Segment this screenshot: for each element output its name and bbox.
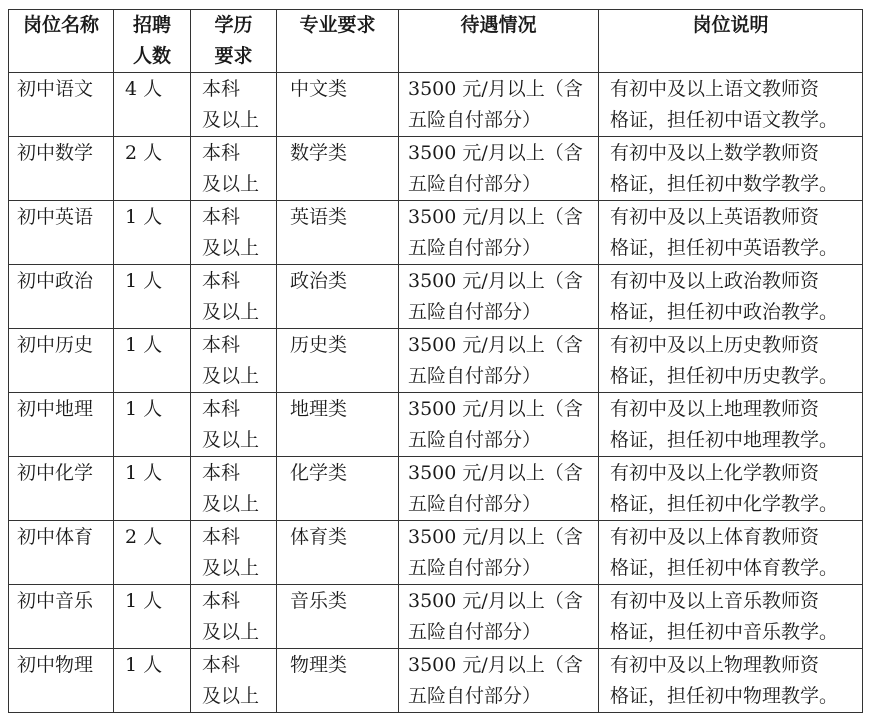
education-text <box>191 73 276 136</box>
cell-education <box>191 521 277 585</box>
cell-description <box>599 393 863 457</box>
cell-description <box>599 457 863 521</box>
cell-description <box>599 201 863 265</box>
cell-position <box>9 521 114 585</box>
education-line-1: 本科 <box>202 334 241 356</box>
pay-line-1: 3500 元/月以上（含 <box>408 270 583 292</box>
pay-line-2: 五险自付部分） <box>408 685 542 707</box>
description-line-2: 格证，担任初中政治教学。 <box>610 301 839 323</box>
table-body <box>9 73 863 713</box>
pay-line-2: 五险自付部分） <box>408 621 542 643</box>
major-text: 英语类 <box>290 206 348 228</box>
cell-count <box>114 73 191 137</box>
pay-line-2: 五险自付部分） <box>408 301 542 323</box>
pay-line-1: 3500 元/月以上（含 <box>408 334 583 356</box>
pay-line-1: 3500 元/月以上（含 <box>408 526 583 548</box>
major-text: 政治类 <box>290 270 348 292</box>
description-line-2: 格证，担任初中历史教学。 <box>610 365 839 387</box>
position-text: 初中英语 <box>17 206 94 228</box>
header-position-line: 岗位名称 <box>22 14 99 36</box>
education-line-1: 本科 <box>202 142 241 164</box>
header-position <box>9 10 114 73</box>
pay-line-1: 3500 元/月以上（含 <box>408 206 583 228</box>
position-text: 初中数学 <box>17 142 94 164</box>
pay-text <box>399 585 598 648</box>
education-line-1: 本科 <box>202 526 241 548</box>
education-text <box>191 585 276 648</box>
recruitment-table-wrapper <box>8 9 863 713</box>
cell-count <box>114 137 191 201</box>
education-text <box>191 137 276 200</box>
education-text <box>191 521 276 584</box>
header-description <box>599 10 863 73</box>
description-line-1: 有初中及以上化学教师资 <box>610 462 820 484</box>
table-row <box>9 329 863 393</box>
cell-education <box>191 201 277 265</box>
cell-pay <box>399 73 599 137</box>
cell-pay <box>399 137 599 201</box>
education-line-1: 本科 <box>202 270 241 292</box>
table-row <box>9 649 863 713</box>
cell-education <box>191 137 277 201</box>
cell-pay <box>399 265 599 329</box>
education-text <box>191 201 276 264</box>
pay-text <box>399 393 598 456</box>
cell-position <box>9 73 114 137</box>
cell-major <box>277 329 399 393</box>
cell-pay <box>399 201 599 265</box>
cell-description <box>599 649 863 713</box>
cell-education <box>191 585 277 649</box>
major-text: 音乐类 <box>290 590 348 612</box>
pay-line-2: 五险自付部分） <box>408 237 542 259</box>
cell-position <box>9 649 114 713</box>
cell-major <box>277 457 399 521</box>
cell-count <box>114 329 191 393</box>
pay-text <box>399 521 598 584</box>
header-pay <box>399 10 599 73</box>
education-line-1: 本科 <box>202 462 241 484</box>
cell-description <box>599 329 863 393</box>
cell-pay <box>399 457 599 521</box>
pay-line-2: 五险自付部分） <box>408 429 542 451</box>
description-line-1: 有初中及以上音乐教师资 <box>610 590 820 612</box>
pay-line-1: 3500 元/月以上（含 <box>408 462 583 484</box>
pay-text <box>399 649 598 712</box>
major-text: 数学类 <box>290 142 348 164</box>
description-line-1: 有初中及以上历史教师资 <box>610 334 820 356</box>
pay-line-2: 五险自付部分） <box>408 109 542 131</box>
table-row <box>9 521 863 585</box>
cell-pay <box>399 649 599 713</box>
description-text <box>599 329 862 392</box>
cell-description <box>599 265 863 329</box>
count-text: 1 人 <box>125 270 163 292</box>
count-text: 2 人 <box>125 526 163 548</box>
description-line-2: 格证，担任初中地理教学。 <box>610 429 839 451</box>
description-line-2: 格证，担任初中语文教学。 <box>610 109 839 131</box>
cell-major <box>277 137 399 201</box>
pay-text <box>399 73 598 136</box>
cell-count <box>114 521 191 585</box>
cell-position <box>9 137 114 201</box>
education-line-2: 及以上 <box>202 237 260 259</box>
cell-pay <box>399 393 599 457</box>
cell-count <box>114 457 191 521</box>
cell-education <box>191 329 277 393</box>
table-row <box>9 137 863 201</box>
major-text: 地理类 <box>290 398 348 420</box>
pay-text <box>399 457 598 520</box>
description-text <box>599 457 862 520</box>
description-text <box>599 393 862 456</box>
cell-position <box>9 393 114 457</box>
recruitment-table <box>8 9 863 713</box>
table-row <box>9 393 863 457</box>
cell-position <box>9 201 114 265</box>
table-row <box>9 457 863 521</box>
education-line-1: 本科 <box>202 206 241 228</box>
education-line-2: 及以上 <box>202 173 260 195</box>
pay-text <box>399 329 598 392</box>
position-text: 初中地理 <box>17 398 94 420</box>
count-text: 1 人 <box>125 398 163 420</box>
description-line-1: 有初中及以上地理教师资 <box>610 398 820 420</box>
description-line-1: 有初中及以上英语教师资 <box>610 206 820 228</box>
header-pay-line: 待遇情况 <box>460 14 537 36</box>
count-text: 4 人 <box>125 78 163 100</box>
education-line-1: 本科 <box>202 590 241 612</box>
description-line-2: 格证，担任初中数学教学。 <box>610 173 839 195</box>
pay-text <box>399 265 598 328</box>
description-line-1: 有初中及以上政治教师资 <box>610 270 820 292</box>
description-line-2: 格证，担任初中音乐教学。 <box>610 621 839 643</box>
header-count <box>114 10 191 73</box>
description-line-1: 有初中及以上数学教师资 <box>610 142 820 164</box>
count-text: 1 人 <box>125 206 163 228</box>
header-count-line-1: 招聘 <box>132 14 171 36</box>
cell-education <box>191 73 277 137</box>
pay-line-1: 3500 元/月以上（含 <box>408 590 583 612</box>
education-text <box>191 393 276 456</box>
pay-line-1: 3500 元/月以上（含 <box>408 142 583 164</box>
pay-line-2: 五险自付部分） <box>408 365 542 387</box>
education-text <box>191 329 276 392</box>
cell-position <box>9 457 114 521</box>
education-line-2: 及以上 <box>202 109 260 131</box>
description-line-1: 有初中及以上体育教师资 <box>610 526 820 548</box>
cell-education <box>191 393 277 457</box>
pay-line-2: 五险自付部分） <box>408 493 542 515</box>
cell-pay <box>399 521 599 585</box>
table-row <box>9 585 863 649</box>
count-text: 1 人 <box>125 334 163 356</box>
major-text: 物理类 <box>290 654 348 676</box>
cell-count <box>114 393 191 457</box>
cell-education <box>191 457 277 521</box>
education-line-2: 及以上 <box>202 301 260 323</box>
count-text: 1 人 <box>125 654 163 676</box>
header-count-line-2: 人数 <box>132 45 171 67</box>
cell-description <box>599 137 863 201</box>
cell-description <box>599 521 863 585</box>
count-text: 1 人 <box>125 590 163 612</box>
table-row <box>9 73 863 137</box>
description-line-2: 格证，担任初中化学教学。 <box>610 493 839 515</box>
education-line-1: 本科 <box>202 78 241 100</box>
education-line-2: 及以上 <box>202 429 260 451</box>
table-row <box>9 265 863 329</box>
cell-description <box>599 73 863 137</box>
cell-major <box>277 201 399 265</box>
cell-major <box>277 649 399 713</box>
description-text <box>599 73 862 136</box>
header-education <box>191 10 277 73</box>
pay-line-1: 3500 元/月以上（含 <box>408 398 583 420</box>
cell-position <box>9 585 114 649</box>
count-text: 2 人 <box>125 142 163 164</box>
position-text: 初中体育 <box>17 526 94 548</box>
cell-major <box>277 393 399 457</box>
cell-major <box>277 521 399 585</box>
education-line-2: 及以上 <box>202 621 260 643</box>
description-text <box>599 265 862 328</box>
pay-line-2: 五险自付部分） <box>408 557 542 579</box>
major-text: 历史类 <box>290 334 348 356</box>
cell-education <box>191 265 277 329</box>
education-text <box>191 265 276 328</box>
cell-count <box>114 649 191 713</box>
education-line-2: 及以上 <box>202 557 260 579</box>
pay-text <box>399 201 598 264</box>
position-text: 初中物理 <box>17 654 94 676</box>
pay-line-1: 3500 元/月以上（含 <box>408 78 583 100</box>
pay-line-2: 五险自付部分） <box>408 173 542 195</box>
major-text: 体育类 <box>290 526 348 548</box>
cell-major <box>277 73 399 137</box>
education-line-2: 及以上 <box>202 365 260 387</box>
description-text <box>599 585 862 648</box>
education-text <box>191 649 276 712</box>
table-row <box>9 201 863 265</box>
education-line-1: 本科 <box>202 398 241 420</box>
description-text <box>599 521 862 584</box>
cell-description <box>599 585 863 649</box>
education-line-1: 本科 <box>202 654 241 676</box>
header-description-line: 岗位说明 <box>692 14 769 36</box>
education-line-2: 及以上 <box>202 685 260 707</box>
count-text: 1 人 <box>125 462 163 484</box>
header-major-line: 专业要求 <box>299 14 376 36</box>
cell-pay <box>399 329 599 393</box>
description-line-2: 格证，担任初中体育教学。 <box>610 557 839 579</box>
cell-count <box>114 265 191 329</box>
education-text <box>191 457 276 520</box>
major-text: 化学类 <box>290 462 348 484</box>
cell-count <box>114 585 191 649</box>
position-text: 初中化学 <box>17 462 94 484</box>
description-line-2: 格证，担任初中物理教学。 <box>610 685 839 707</box>
position-text: 初中政治 <box>17 270 94 292</box>
cell-pay <box>399 585 599 649</box>
cell-position <box>9 329 114 393</box>
position-text: 初中历史 <box>17 334 94 356</box>
education-line-2: 及以上 <box>202 493 260 515</box>
cell-education <box>191 649 277 713</box>
description-text <box>599 201 862 264</box>
position-text: 初中音乐 <box>17 590 94 612</box>
major-text: 中文类 <box>290 78 348 100</box>
description-line-2: 格证，担任初中英语教学。 <box>610 237 839 259</box>
cell-major <box>277 585 399 649</box>
cell-count <box>114 201 191 265</box>
table-header-row <box>9 10 863 73</box>
cell-major <box>277 265 399 329</box>
description-text <box>599 137 862 200</box>
description-text <box>599 649 862 712</box>
cell-position <box>9 265 114 329</box>
pay-text <box>399 137 598 200</box>
position-text: 初中语文 <box>17 78 94 100</box>
description-line-1: 有初中及以上语文教师资 <box>610 78 820 100</box>
header-education-line-1: 学历 <box>214 14 253 36</box>
description-line-1: 有初中及以上物理教师资 <box>610 654 820 676</box>
header-education-line-2: 要求 <box>214 45 253 67</box>
header-major <box>277 10 399 73</box>
pay-line-1: 3500 元/月以上（含 <box>408 654 583 676</box>
